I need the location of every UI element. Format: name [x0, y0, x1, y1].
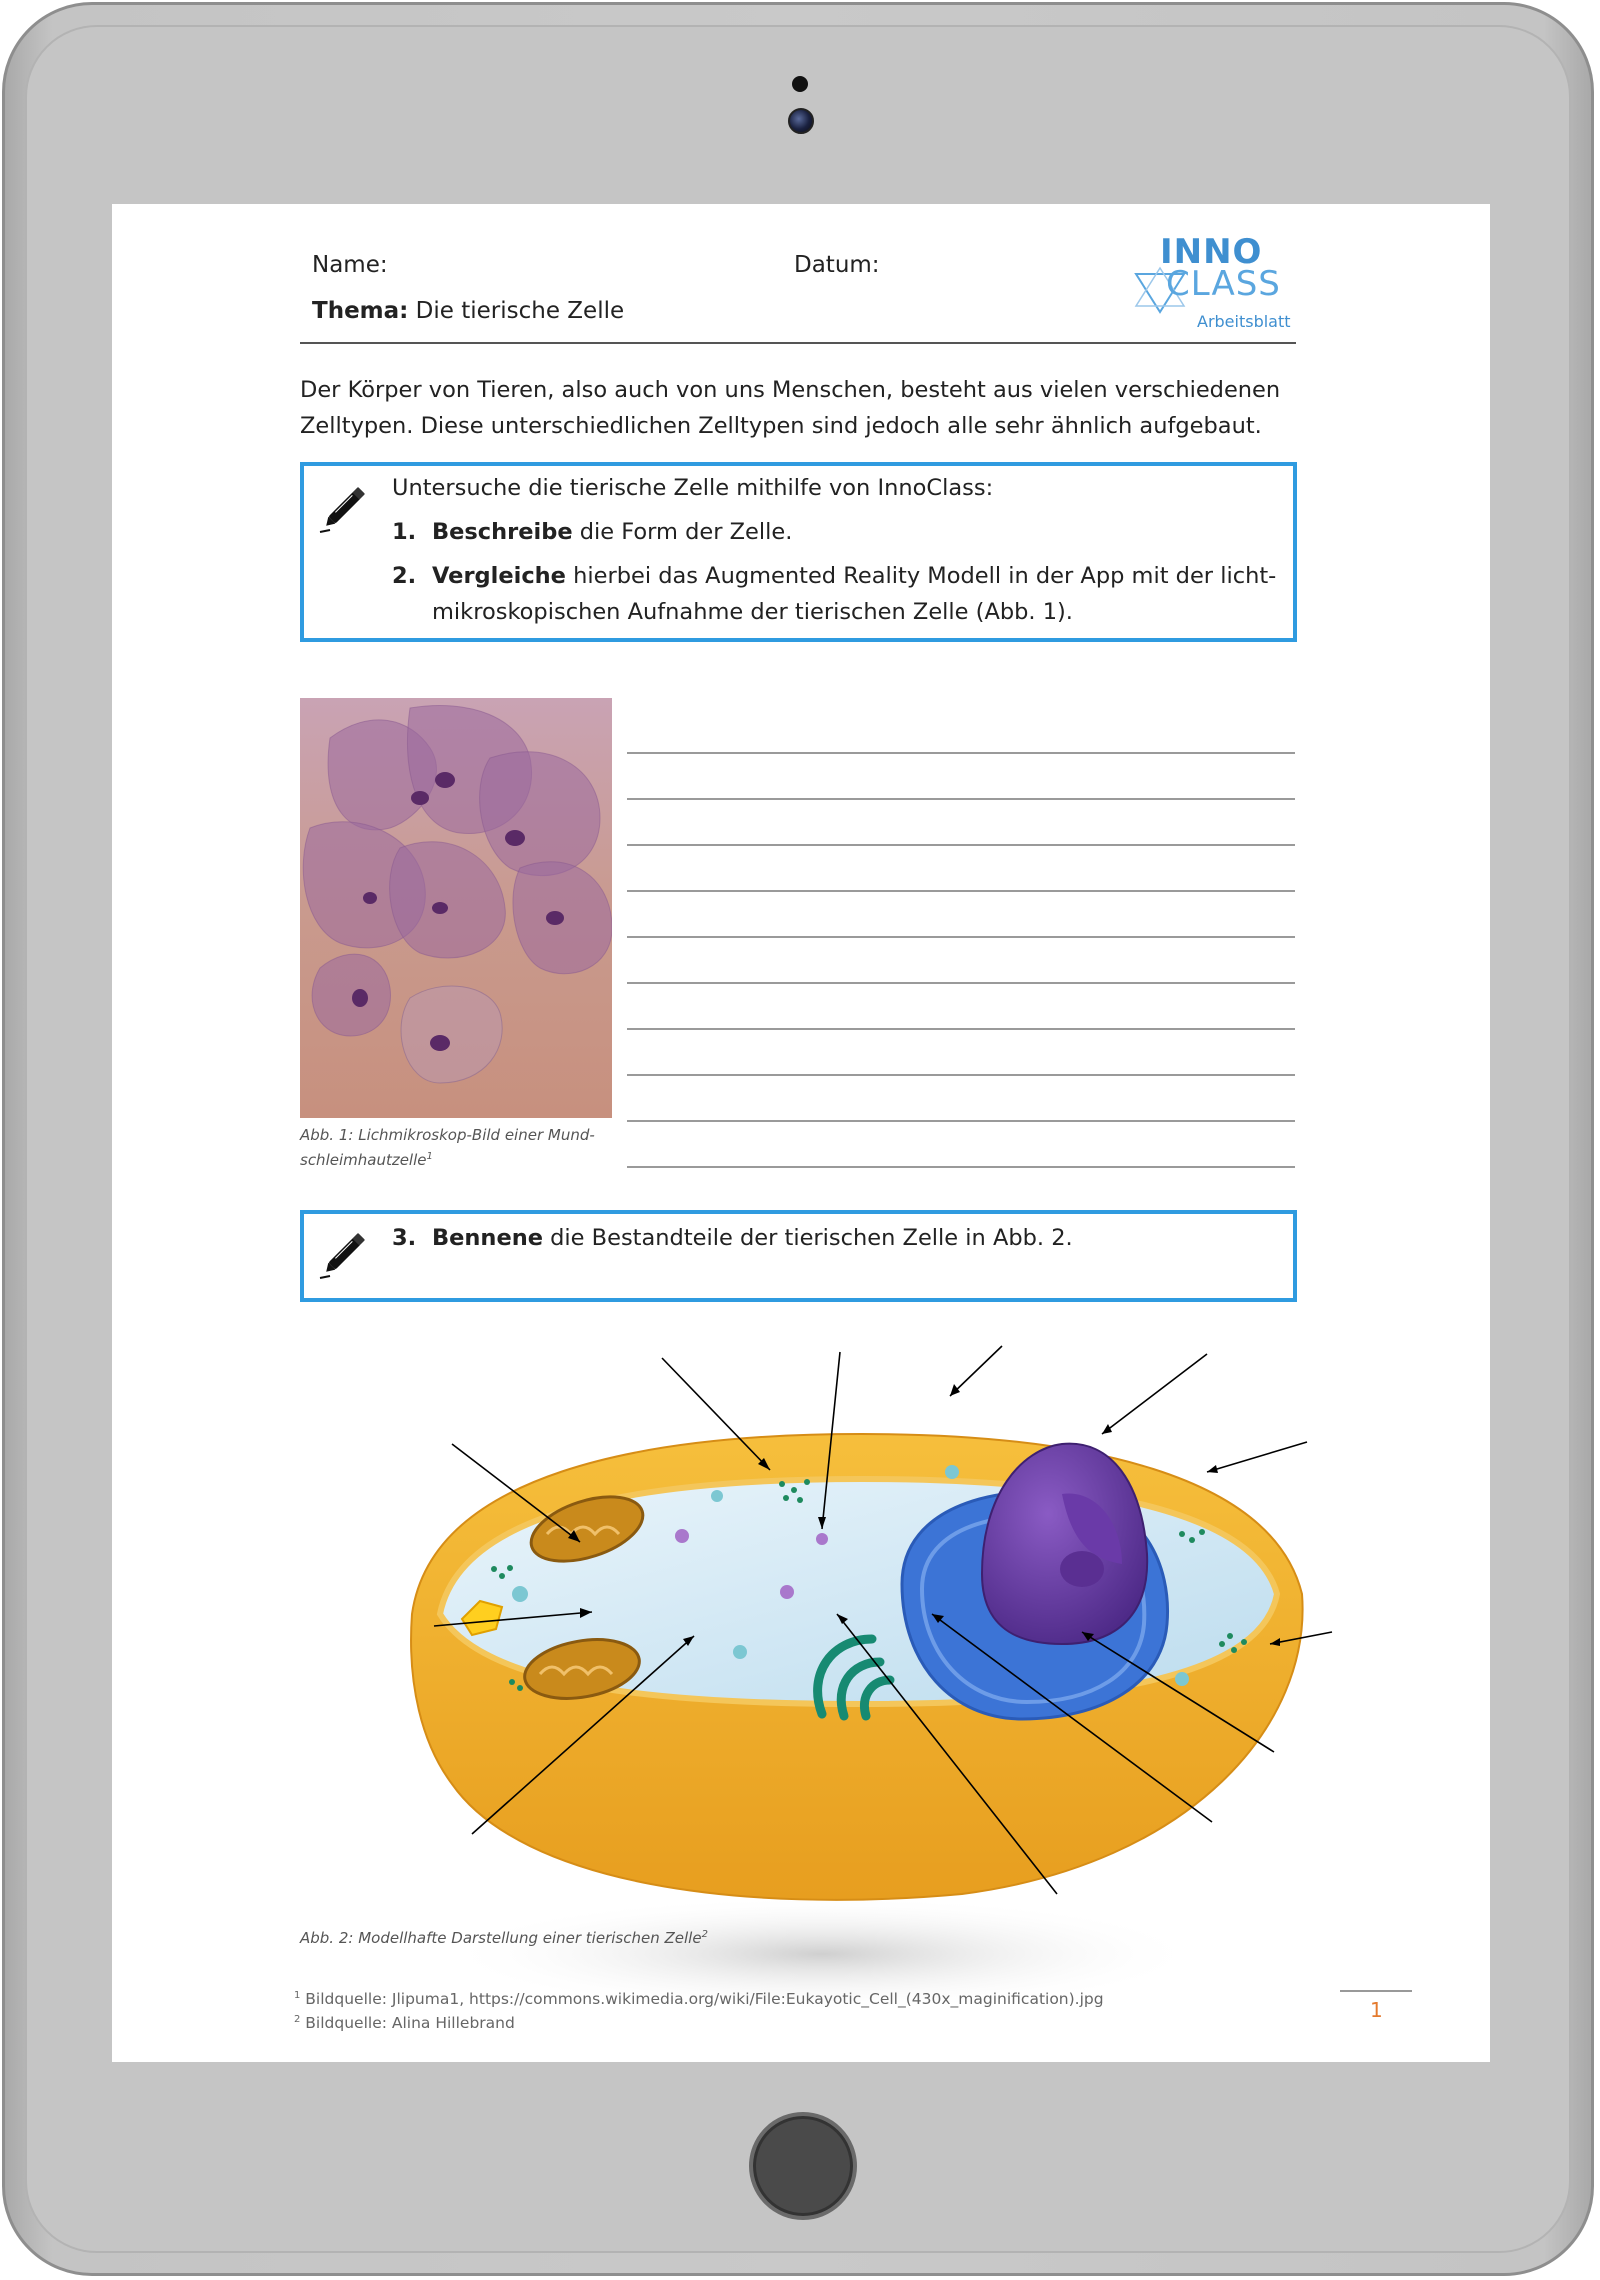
microscope-image: [300, 698, 612, 1118]
task1-item-2-verb: Vergleiche: [432, 563, 566, 589]
footnote-1: [294, 1990, 1104, 2008]
task1-item-1-verb: Beschreibe: [432, 519, 573, 545]
topic-value: Die tierische Zelle: [415, 298, 625, 324]
intro-text: Der Körper von Tieren, also auch von uns Menschen, besteht aus vielen verschiedenen Zelltypen. Diese unterschiedlichen Zelltypen sind jedoch alle sehr ähnlich aufgebaut.: [300, 377, 1281, 439]
footnote-1-sup: 1: [294, 1990, 301, 2001]
task1-item-2-rest: hierbei das Augmented Reality Modell in der App mit der licht-: [565, 563, 1277, 589]
logo-class: CLASS: [1166, 264, 1281, 304]
figure1-caption-line1: Abb. 1: Lichmikroskop-Bild einer Mund-: [300, 1126, 595, 1144]
pen-icon: [316, 476, 376, 536]
figure1-caption-line2: schleimhautzelle: [300, 1151, 427, 1169]
figure1-caption-sup: 1: [426, 1151, 433, 1162]
topic-label: Thema:: [312, 298, 409, 324]
pen-icon: [316, 1222, 376, 1282]
sensor-icon: [792, 76, 808, 92]
task1-lead: Untersuche die tierische Zelle mithilfe von InnoClass:: [392, 475, 994, 501]
task1-item-2-cont: mikroskopischen Aufnahme der tierischen Zelle (Abb. 1).: [432, 599, 1073, 625]
task2-item: [392, 1220, 1073, 1256]
logo-subtitle: Arbeitsblatt: [1197, 312, 1291, 331]
camera-icon: [788, 108, 814, 134]
name-label: Name:: [312, 252, 388, 278]
answer-line[interactable]: [627, 936, 1295, 938]
answer-line[interactable]: [627, 890, 1295, 892]
task1-item-2: [392, 558, 1276, 594]
figure1-caption: [300, 1124, 595, 1171]
home-button[interactable]: [749, 2112, 857, 2220]
task1-item-1: [392, 514, 792, 550]
figure2-caption: [300, 1924, 708, 1949]
footnote-2: [294, 2014, 515, 2032]
task1-item-1-rest: die Form der Zelle.: [572, 519, 793, 545]
task1-item-2-num: 2.: [392, 563, 417, 589]
footnote-1-text: Bildquelle: Jlipuma1, https://commons.wikimedia.org/wiki/File:Eukayotic_Cell_(430x_maginification).jpg: [300, 1990, 1104, 2009]
answer-line[interactable]: [627, 1028, 1295, 1030]
footnote-2-text: Bildquelle: Alina Hillebrand: [300, 2014, 515, 2033]
figure2-caption-text: Abb. 2: Modellhafte Darstellung einer tierischen Zelle: [300, 1929, 702, 1947]
header-rule: [300, 342, 1296, 344]
logo-inno: INNO: [1160, 232, 1263, 272]
task1-item-1-num: 1.: [392, 519, 417, 545]
answer-line[interactable]: [627, 844, 1295, 846]
page-number-rule: [1340, 1990, 1412, 1992]
topic-line: [312, 298, 624, 324]
figure2-caption-sup: 2: [701, 1929, 708, 1940]
answer-line[interactable]: [627, 1120, 1295, 1122]
answer-line[interactable]: [627, 1074, 1295, 1076]
page-number: 1: [1370, 1998, 1383, 2022]
answer-line[interactable]: [627, 1166, 1295, 1168]
task2-rest: die Bestandteile der tierischen Zelle in Abb. 2.: [542, 1225, 1073, 1251]
footnote-2-sup: 2: [294, 2014, 301, 2025]
worksheet-page: [112, 204, 1490, 2062]
task2-verb: Bennene: [432, 1225, 543, 1251]
answer-line[interactable]: [627, 752, 1295, 754]
date-label: Datum:: [794, 252, 880, 278]
answer-line[interactable]: [627, 798, 1295, 800]
task2-num: 3.: [392, 1225, 417, 1251]
answer-line[interactable]: [627, 982, 1295, 984]
